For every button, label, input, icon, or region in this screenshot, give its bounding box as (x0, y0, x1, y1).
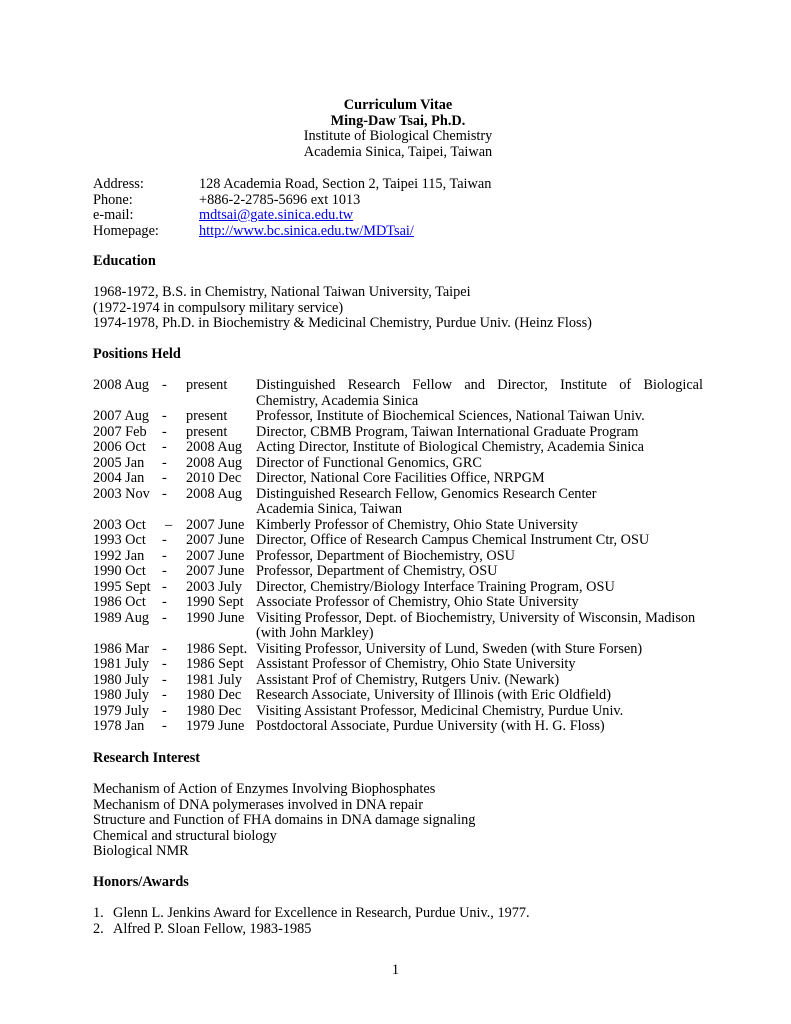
position-start: 1979 July (93, 702, 150, 719)
position-start: 2007 Aug (93, 408, 150, 424)
position-dash: - (162, 718, 167, 734)
positions-section (93, 347, 703, 363)
person-name: Ming-Daw Tsai, Ph.D. (330, 112, 466, 129)
position-desc-line: Academia Sinica, Taiwan (256, 501, 403, 517)
position-start: 2004 Jan (93, 470, 145, 486)
position-desc: Kimberly Professor of Chemistry, Ohio State University (256, 516, 578, 533)
position-row (93, 378, 703, 409)
research-item: Structure and Function of FHA domains in DNA damage signaling (93, 812, 476, 828)
position-start: 1986 Oct (93, 594, 146, 610)
email-label: e-mail: (93, 207, 134, 223)
honors-list (93, 906, 703, 937)
position-end: 1981 July (186, 671, 243, 688)
position-dash: - (162, 687, 167, 703)
education-item: 1974-1978, Ph.D. in Biochemistry & Medicinal Chemistry, Purdue Univ. (Heinz Floss) (93, 315, 592, 331)
position-start: 1980 July (93, 671, 150, 688)
research-heading: Research Interest (93, 750, 201, 766)
position-row (93, 409, 703, 425)
position-desc-line: Distinguished Research Fellow, Genomics Research Center (256, 485, 597, 502)
research-item: Mechanism of DNA polymerases involved in DNA repair (93, 796, 423, 813)
position-row (93, 704, 703, 720)
cv-header (93, 98, 703, 160)
position-end: present (186, 408, 228, 424)
position-desc: Assistant Prof of Chemistry, Rutgers Univ. (Newark) (256, 671, 560, 688)
position-desc: Assistant Professor of Chemistry, Ohio State University (256, 656, 576, 672)
position-row (93, 688, 703, 704)
position-desc: Visiting Professor, Dept. of Biochemistry, University of Wisconsin, Madison (with John Markley) (256, 609, 696, 641)
position-dash: - (162, 547, 167, 564)
institute-location: Academia Sinica, Taipei, Taiwan (303, 143, 493, 160)
position-end: present (186, 377, 228, 393)
position-dash: - (162, 423, 167, 440)
document-title: Curriculum Vitae (343, 97, 453, 113)
position-dash: - (162, 656, 167, 672)
homepage-link[interactable]: http://www.bc.sinica.edu.tw/MDTsai/ (199, 222, 414, 239)
position-row (93, 642, 703, 658)
position-start: 1978 Jan (93, 718, 145, 734)
position-end: 2007 June (186, 532, 245, 548)
position-start: 1981 July (93, 656, 150, 672)
position-dash: - (162, 377, 167, 393)
award-item (93, 922, 703, 938)
position-row (93, 657, 703, 673)
position-end: 1986 Sept. (186, 640, 248, 657)
position-desc: Acting Director, Institute of Biological Chemistry, Academia Sinica (256, 439, 644, 455)
position-desc: Director, Chemistry/Biology Interface Training Program, OSU (256, 578, 615, 595)
position-desc: Research Associate, University of Illinois (with Eric Oldfield) (256, 687, 611, 703)
position-row (93, 440, 703, 456)
position-dash: - (162, 532, 167, 548)
position-end: 1980 Dec (186, 702, 242, 719)
honors-heading: Honors/Awards (93, 874, 189, 890)
position-end: 1990 June (186, 609, 245, 626)
position-end: 2007 June (186, 547, 245, 564)
position-dash: - (162, 702, 167, 719)
position-row (93, 564, 703, 580)
honors-section (93, 875, 703, 891)
research-section (93, 751, 703, 767)
position-start: 1989 Aug (93, 609, 150, 626)
position-desc: Professor, Department of Biochemistry, OSU (256, 547, 515, 564)
address-label: Address: (93, 176, 144, 192)
education-section (93, 254, 703, 270)
position-start: 2006 Oct (93, 439, 146, 455)
position-dash: - (162, 454, 167, 471)
award-text: Alfred P. Sloan Fellow, 1983-1985 (113, 920, 312, 937)
homepage-label: Homepage: (93, 222, 159, 239)
position-dash: - (162, 563, 167, 579)
research-item: Chemical and structural biology (93, 827, 277, 844)
position-start: 2007 Feb (93, 423, 147, 440)
address-row (93, 177, 703, 193)
positions-heading: Positions Held (93, 346, 181, 362)
education-heading: Education (93, 253, 156, 269)
education-item: (1972-1974 in compulsory military service) (93, 299, 344, 316)
position-end: 2003 July (186, 578, 243, 595)
position-dash: – (165, 516, 173, 533)
position-start: 1980 July (93, 687, 150, 703)
research-list (93, 782, 703, 860)
institute-name: Institute of Biological Chemistry (303, 128, 493, 144)
position-end: present (186, 423, 228, 440)
position-end: 2010 Dec (186, 470, 242, 486)
position-desc: Director, Office of Research Campus Chemical Instrument Ctr, OSU (256, 532, 650, 548)
position-start: 2008 Aug (93, 377, 150, 393)
award-number: 2. (93, 920, 104, 937)
position-end: 2008 Aug (186, 439, 243, 455)
position-end: 2008 Aug (186, 454, 243, 471)
position-desc: Professor, Department of Chemistry, OSU (256, 563, 498, 579)
award-text: Glenn L. Jenkins Award for Excellence in Research, Purdue Univ., 1977. (113, 905, 530, 921)
position-row (93, 487, 703, 518)
position-desc: Visiting Assistant Professor, Medicinal Chemistry, Purdue Univ. (256, 702, 624, 719)
position-end: 1979 June (186, 718, 245, 734)
position-end: 1986 Sept (186, 656, 244, 672)
email-row (93, 208, 703, 224)
position-end: 1980 Dec (186, 687, 242, 703)
position-row (93, 456, 703, 472)
position-row (93, 611, 703, 642)
position-start: 1992 Jan (93, 547, 145, 564)
position-row (93, 549, 703, 565)
research-item: Mechanism of Action of Enzymes Involving Biophosphates (93, 781, 436, 797)
position-desc (256, 487, 703, 518)
position-dash: - (162, 609, 167, 626)
position-start: 2003 Oct (93, 516, 146, 533)
position-desc: Director, CBMB Program, Taiwan International Graduate Program (256, 423, 639, 440)
position-end: 2008 Aug (186, 485, 243, 502)
contact-section (93, 177, 703, 239)
position-desc: Director, National Core Facilities Office, NRPGM (256, 470, 545, 486)
position-row (93, 471, 703, 487)
position-start: 1995 Sept (93, 578, 151, 595)
position-end: 2007 June (186, 516, 245, 533)
position-desc: Distinguished Research Fellow and Director, Institute of Biological Chemistry, Academia Sinica (256, 377, 703, 409)
phone-value: +886-2-2785-5696 ext 1013 (199, 191, 361, 208)
position-start: 1986 Mar (93, 640, 149, 657)
position-end: 1990 Sept (186, 594, 244, 610)
position-desc: Associate Professor of Chemistry, Ohio State University (256, 594, 579, 610)
research-item: Biological NMR (93, 843, 189, 859)
phone-label: Phone: (93, 191, 133, 208)
position-start: 2003 Nov (93, 485, 150, 502)
position-dash: - (162, 408, 167, 424)
position-row (93, 595, 703, 611)
position-dash: - (162, 594, 167, 610)
education-item: 1968-1972, B.S. in Chemistry, National Taiwan University, Taipei (93, 284, 471, 300)
position-desc: Professor, Institute of Biochemical Sciences, National Taiwan Univ. (256, 408, 645, 424)
position-start: 1990 Oct (93, 563, 146, 579)
position-row (93, 580, 703, 596)
positions-list (93, 378, 703, 735)
homepage-row (93, 224, 703, 240)
address-value: 128 Academia Road, Section 2, Taipei 115, Taiwan (199, 176, 492, 192)
position-desc: Visiting Professor, University of Lund, Sweden (with Sture Forsen) (256, 640, 643, 657)
position-end: 2007 June (186, 563, 245, 579)
position-desc: Director of Functional Genomics, GRC (256, 454, 482, 471)
position-start: 2005 Jan (93, 454, 145, 471)
email-link[interactable]: mdtsai@gate.sinica.edu.tw (199, 207, 354, 223)
award-item (93, 906, 703, 922)
position-row (93, 518, 703, 534)
phone-row (93, 193, 703, 209)
position-dash: - (162, 470, 167, 486)
position-dash: - (162, 640, 167, 657)
position-dash: - (162, 578, 167, 595)
position-row (93, 719, 703, 735)
position-row (93, 425, 703, 441)
position-row (93, 533, 703, 549)
position-dash: - (162, 485, 167, 502)
position-start: 1993 Oct (93, 532, 146, 548)
position-row (93, 673, 703, 689)
award-number: 1. (93, 905, 104, 921)
education-list (93, 285, 703, 332)
page-number: 1 (391, 962, 400, 978)
position-dash: - (162, 671, 167, 688)
position-dash: - (162, 439, 167, 455)
position-desc: Postdoctoral Associate, Purdue University (with H. G. Floss) (256, 718, 605, 734)
